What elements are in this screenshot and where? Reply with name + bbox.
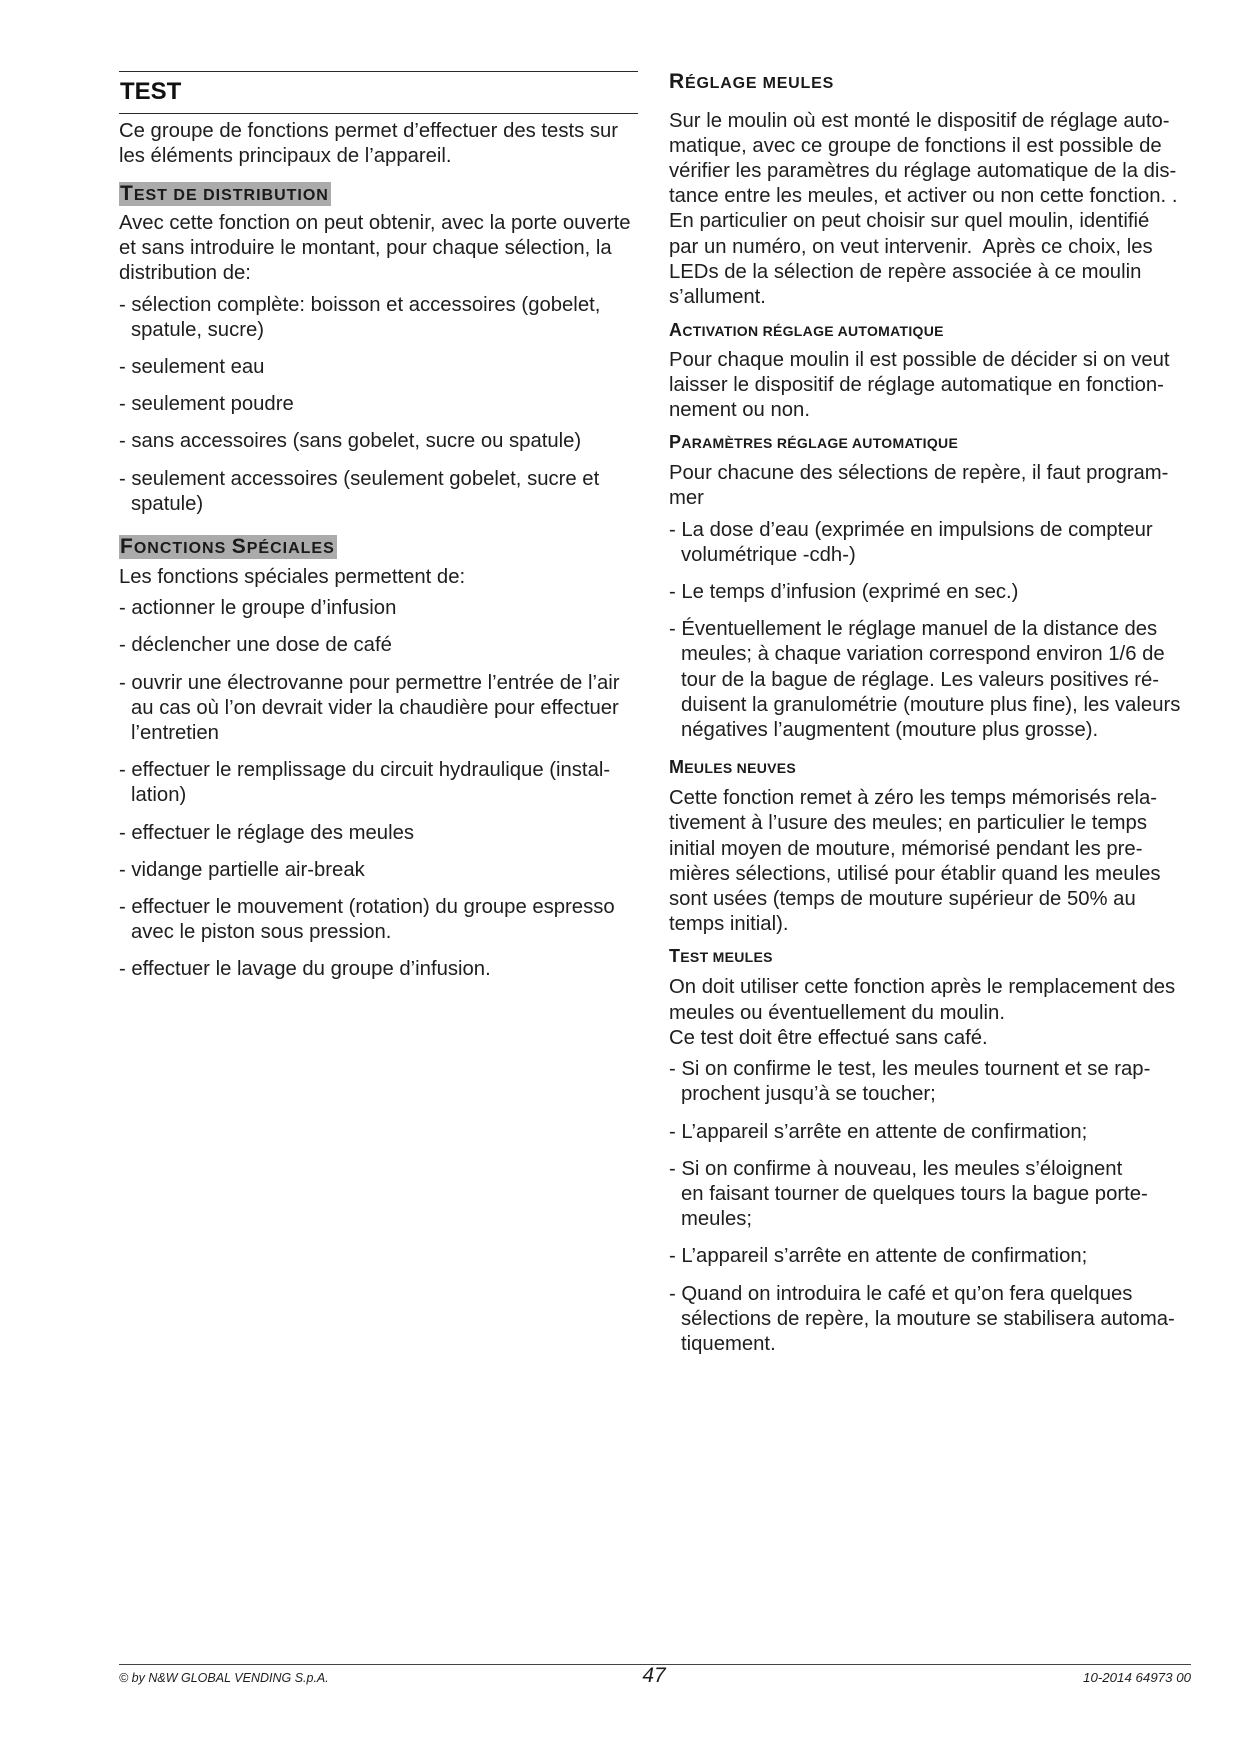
- section-title-bar: [119, 71, 638, 114]
- list-item: - déclencher une dose de café: [119, 634, 392, 657]
- list-item: - Éventuellement le réglage manuel de la distance des meules; à chaque variation correspond environ 1/6 de tour de la bague de réglage. Les valeurs positives ré- duisent la granulométrie (mouture plus fine), les valeurs négatives l’augmentent (mouture plus grosse).: [669, 618, 1181, 742]
- distribution-list: [119, 293, 644, 517]
- footer-copyright: © by N&W GLOBAL VENDING S.p.A.: [119, 1671, 329, 1685]
- new-burrs-paragraph: Cette fonction remet à zéro les temps mémorisés rela- tivement à l’usure des meules; en particulier le temps initial moyen de mouture, mémorisé pendant les pre- mières sélections, utilisé pour établir quand les meules sont usées (temps de mouture supérieur de 50% au temps initial).: [669, 787, 1161, 936]
- intro-paragraph: Ce groupe de fonctions permet d’effectuer des tests sur les éléments principaux de l’appareil.: [119, 120, 619, 168]
- footer-document-reference: 10-2014 64973 00: [1083, 1670, 1191, 1685]
- heading-burr-test: TEST MEULES: [669, 945, 773, 966]
- list-item: - vidange partielle air-break: [119, 858, 365, 881]
- list-item: - seulement poudre: [119, 393, 294, 416]
- heading-auto-adjust-parameters: PARAMÈTRES RÉGLAGE AUTOMATIQUE: [669, 432, 959, 453]
- heading-new-burrs: MEULES NEUVES: [669, 756, 797, 777]
- list-item: - effectuer le réglage des meules: [119, 821, 414, 844]
- parameters-paragraph: Pour chacune des sélections de repère, il faut program- mer: [669, 462, 1169, 510]
- list-item: - L’appareil s’arrête en attente de confirmation;: [669, 1245, 1088, 1268]
- list-item: - seulement accessoires (seulement gobelet, sucre et spatule): [119, 467, 600, 515]
- list-item: - sélection complète: boisson et accessoires (gobelet, spatule, sucre): [119, 293, 601, 341]
- parameters-list: [669, 518, 1209, 744]
- activation-paragraph: Pour chaque moulin il est possible de décider si on veut laisser le dispositif de réglage automatique en fonction- nement ou non.: [669, 348, 1170, 422]
- subheading-word: SPÉCIALES: [231, 534, 335, 558]
- list-item: - effectuer le remplissage du circuit hydraulique (instal- lation): [119, 759, 611, 807]
- subheading-row-distribution: [119, 182, 644, 206]
- list-item: - La dose d’eau (exprimée en impulsions de compteur volumétrique -cdh-): [669, 518, 1153, 566]
- list-item: - Si on confirme à nouveau, les meules s’éloignent en faisant tourner de quelques tours la bague porte- meules;: [669, 1157, 1148, 1231]
- page-number: 47: [642, 1664, 666, 1687]
- list-item: - ouvrir une électrovanne pour permettre l’entrée de l’air au cas où l’on devrait vider la chaudière pour effectuer l’entretien: [119, 671, 620, 744]
- subheading-row-special: [119, 535, 644, 559]
- subheading-special-functions: [119, 535, 337, 559]
- list-item: - seulement eau: [119, 355, 265, 378]
- heading-grinder-adjustment: RÉGLAGE MEULES: [669, 70, 835, 93]
- left-column: [119, 71, 644, 983]
- list-item: - Si on confirme le test, les meules tournent et se rap- prochent jusqu’à se toucher;: [669, 1058, 1151, 1106]
- list-item: - effectuer le mouvement (rotation) du groupe espresso avec le piston sous pression.: [119, 895, 615, 944]
- list-item: - effectuer le lavage du groupe d’infusion.: [119, 958, 491, 981]
- list-item: - sans accessoires (sans gobelet, sucre ou spatule): [119, 430, 582, 453]
- section-title: TEST: [120, 78, 182, 105]
- special-list: [119, 596, 644, 982]
- distribution-paragraph: Avec cette fonction on peut obtenir, avec la porte ouverte et sans introduire le montant, pour chaque sélection, la distribution de:: [119, 211, 631, 285]
- heading-auto-adjust-activation: ACTIVATION RÉGLAGE AUTOMATIQUE: [669, 320, 944, 341]
- grinder-paragraph: Sur le moulin où est monté le dispositif de réglage auto- matique, avec ce groupe de fonctions il est possible de vérifier les paramètres du réglage automatique de la dis- tance entre les meules, et activer ou non cette fonction. . En particulier on peut choisir sur quel moulin, identifié par un numéro, on veut intervenir. Après ce choix, les LEDs de la sélection de repère associée à ce moulin s’allument.: [669, 109, 1178, 308]
- special-paragraph: Les fonctions spéciales permettent de:: [119, 565, 466, 588]
- list-item: - actionner le groupe d’infusion: [119, 597, 397, 620]
- subheading-word: FONCTIONS: [120, 534, 227, 558]
- list-item: - Quand on introduira le café et qu’on fera quelques sélections de repère, la mouture se stabilisera automa- tiquement.: [669, 1282, 1175, 1355]
- subheading-test-distribution: TEST DE DISTRIBUTION: [120, 181, 329, 205]
- right-column: [669, 70, 1209, 1357]
- burr-test-paragraph: On doit utiliser cette fonction après le remplacement des meules ou éventuellement du moulin. Ce test doit être effectué sans café.: [669, 976, 1176, 1049]
- burr-test-list: [669, 1057, 1209, 1357]
- list-item: - Le temps d’infusion (exprimé en sec.): [669, 581, 1019, 604]
- list-item: - L’appareil s’arrête en attente de confirmation;: [669, 1120, 1088, 1143]
